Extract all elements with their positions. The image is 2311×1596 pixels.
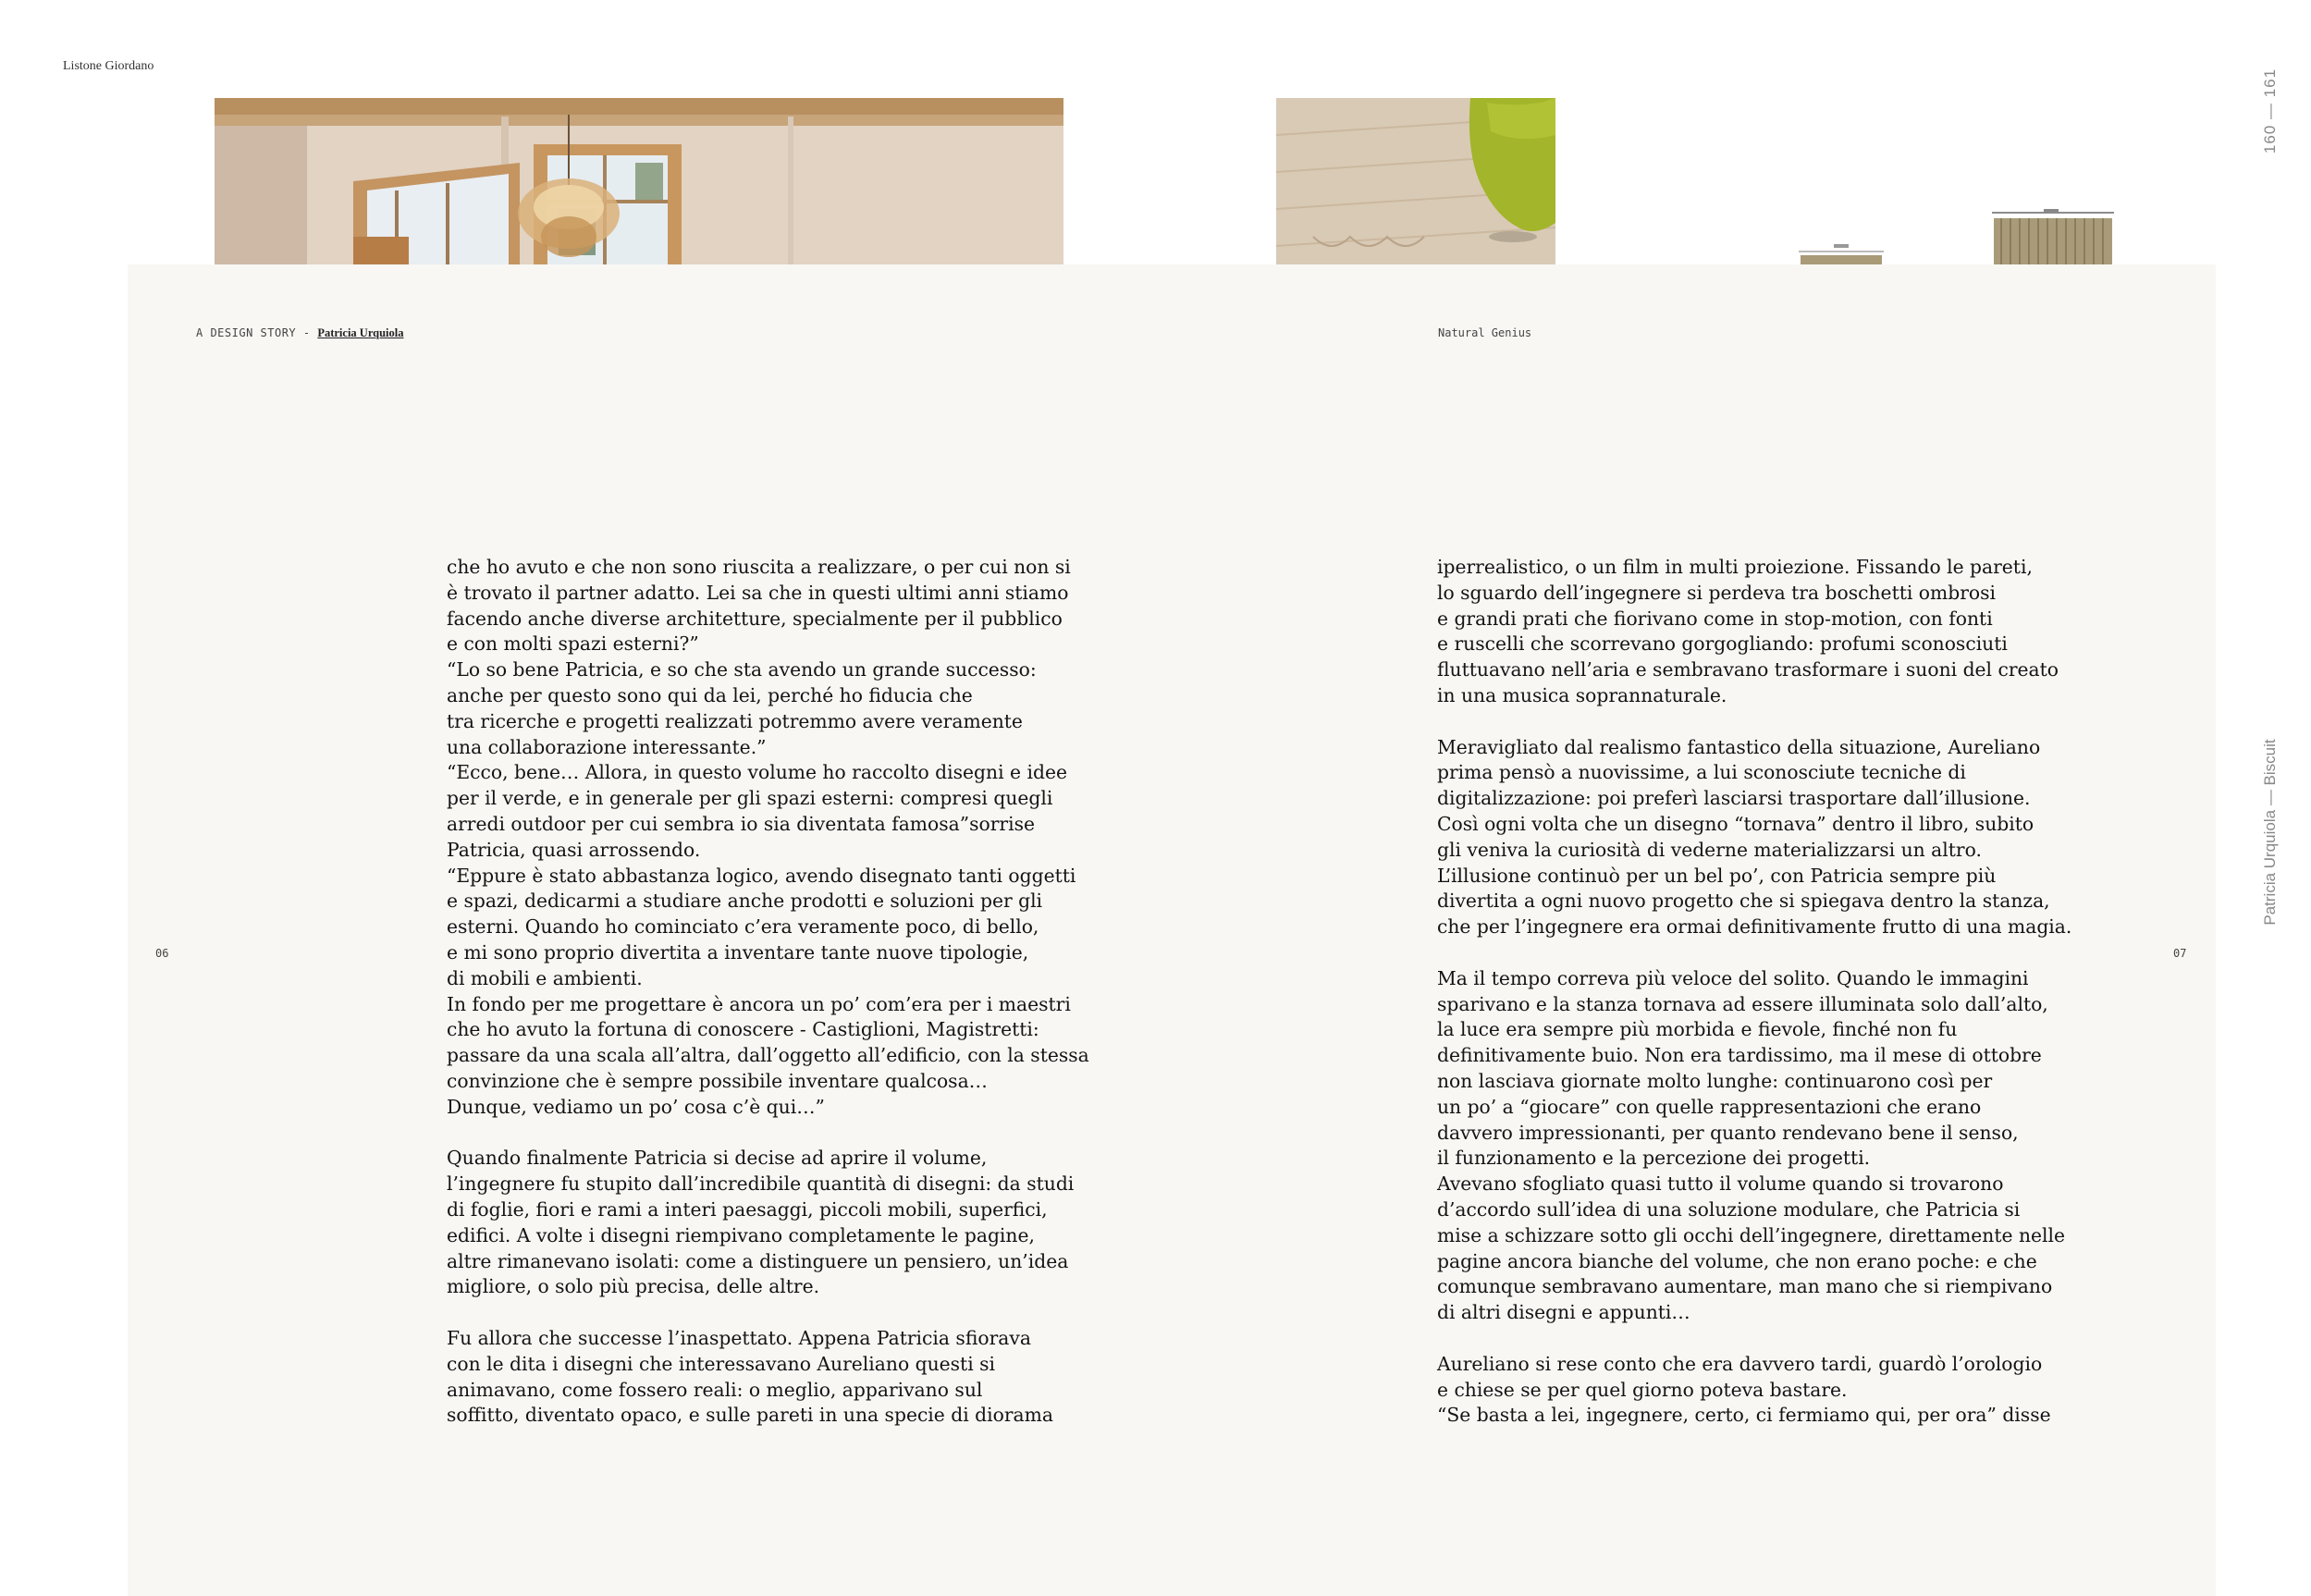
- floor-photo: [1276, 98, 1555, 264]
- text-line: fluttuavano nell’aria e sembravano trasformare i suoni del creato: [1437, 658, 2059, 681]
- text-line: Aureliano si rese conto che era davvero tardi, guardò l’orologio: [1437, 1352, 2043, 1375]
- text-line: edifici. A volte i disegni riempivano completamente le pagine,: [447, 1223, 1035, 1246]
- text-line: di altri disegni e appunti…: [1437, 1301, 1690, 1324]
- text-line: divertita a ogni nuovo progetto che si spiegava dentro la stanza,: [1437, 890, 2050, 913]
- text-line: una collaborazione interessante.”: [447, 735, 767, 758]
- text-line: tra ricerche e progetti realizzati potremmo avere veramente: [447, 709, 1023, 732]
- text-line: altre rimanevano isolati: come a distinguere un pensiero, un’idea: [447, 1249, 1069, 1272]
- text-line: è trovato il partner adatto. Lei sa che in questi ultimi anni stiamo: [447, 581, 1069, 604]
- interior-photo: [215, 98, 1063, 264]
- text-line: “Lo so bene Patricia, e so che sta avendo un grande successo:: [447, 658, 1037, 681]
- sketch-large-drawing: [1988, 209, 2118, 264]
- text-line: la luce era sempre più morbida e fievole, finché non fu: [1437, 1018, 1958, 1041]
- text-line: e mi sono proprio divertita a inventare tante nuove tipologie,: [447, 940, 1029, 964]
- text-line: [447, 1121, 1076, 1147]
- text-line: d’accordo sull’idea di una soluzione modulare, che Patricia si: [1437, 1197, 2021, 1221]
- text-line: prima pensò a nuovissime, a lui sconosciute tecniche di: [1437, 761, 1966, 784]
- text-line: con le dita i disegni che interessavano Aureliano questi si: [447, 1352, 996, 1375]
- text-line: definitivamente buio. Non era tardissimo, ma il mese di ottobre: [1437, 1044, 2042, 1067]
- text-line: “Eppure è stato abbastanza logico, avendo disegnato tanti oggetti: [447, 864, 1076, 887]
- floor-photo-drawing: [1276, 98, 1555, 264]
- text-line: Fu allora che successe l’inaspettato. Appena Patricia sfiorava: [447, 1326, 1031, 1349]
- running-head-right: Natural Genius: [1438, 326, 1532, 339]
- text-line: Dunque, vediamo un po’ cosa c’è qui…”: [447, 1095, 825, 1118]
- text-line: [1437, 940, 2066, 966]
- page-number-right: 07: [2173, 947, 2187, 960]
- text-line: facendo anche diverse architetture, specialmente per il pubblico: [447, 607, 1063, 630]
- text-line: iperrealistico, o un film in multi proiezione. Fissando le pareti,: [1437, 556, 2033, 578]
- text-line: il funzionamento e la percezione dei progetti.: [1437, 1147, 1871, 1170]
- text-line: [447, 1300, 1076, 1326]
- page-range: 160 — 161: [2261, 68, 2279, 154]
- text-line: e spazi, dedicarmi a studiare anche prodotti e soluzioni per gli: [447, 890, 1043, 913]
- text-line: che ho avuto e che non sono riuscita a realizzare, o per cui non si: [447, 556, 1071, 578]
- text-line: animavano, come fossero reali: o meglio, apparivano sul: [447, 1378, 983, 1401]
- text-line: [1437, 1326, 2066, 1352]
- text-line: di mobili e ambienti.: [447, 966, 643, 989]
- text-line: in una musica soprannaturale.: [1437, 683, 1727, 706]
- text-line: lo sguardo dell’ingegnere si perdeva tra boschetti ombrosi: [1437, 581, 1997, 604]
- text-line: comunque sembravano aumentare, man mano che si riempivano: [1437, 1275, 2053, 1298]
- text-line: gli veniva la curiosità di vederne materializzarsi un altro.: [1437, 838, 1982, 861]
- text-line: “Se basta a lei, ingegnere, certo, ci fermiamo qui, per ora” disse: [1437, 1404, 2051, 1427]
- brand-name: Listone Giordano: [63, 59, 154, 73]
- running-head-author: Patricia Urquiola: [317, 326, 404, 339]
- text-line: Meravigliato dal realismo fantastico della situazione, Aureliano: [1437, 735, 2041, 758]
- text-line: Quando finalmente Patricia si decise ad aprire il volume,: [447, 1147, 988, 1170]
- running-head-left: [196, 326, 404, 340]
- sketch-small-drawing: [1797, 242, 1886, 264]
- text-line: [1437, 709, 2066, 735]
- text-line: digitalizzazione: poi preferì lasciarsi trasportare dall’illusione.: [1437, 787, 2031, 810]
- text-line: e chiese se per quel giorno poteva bastare.: [1437, 1378, 1848, 1401]
- text-line: per il verde, e in generale per gli spazi esterni: compresi quegli: [447, 787, 1053, 810]
- text-line: non lasciava giornate molto lunghe: continuarono così per: [1437, 1069, 1993, 1092]
- text-line: L’illusione continuò per un bel po’, con Patricia sempre più: [1437, 864, 1997, 887]
- interior-photo-drawing: [215, 98, 1063, 264]
- text-line: sparivano e la stanza tornava ad essere illuminata solo dall’alto,: [1437, 992, 2048, 1015]
- text-line: migliore, o solo più precisa, delle altre.: [447, 1275, 820, 1298]
- text-line: Avevano sfogliato quasi tutto il volume quando si trovarono: [1437, 1172, 2004, 1196]
- text-line: e ruscelli che scorrevano gorgogliando: profumi sconosciuti: [1437, 632, 2008, 656]
- page-number-left: 06: [155, 947, 169, 960]
- running-head-prefix: A DESIGN STORY -: [196, 326, 318, 339]
- text-line: davvero impressionanti, per quanto rendevano bene il senso,: [1437, 1121, 2019, 1144]
- text-line: esterni. Quando ho cominciato c’era veramente poco, di bello,: [447, 915, 1039, 939]
- text-line: Patricia, quasi arrossendo.: [447, 838, 701, 861]
- sketch-thumbnail-small: [1797, 242, 1886, 264]
- text-line: “Ecco, bene… Allora, in questo volume ho raccolto disegni e idee: [447, 761, 1067, 784]
- text-line: e grandi prati che fiorivano come in stop-motion, con fonti: [1437, 607, 1993, 630]
- text-line: In fondo per me progettare è ancora un po’ com’era per i maestri: [447, 992, 1071, 1015]
- text-line: di foglie, fiori e rami a interi paesaggi, piccoli mobili, superfici,: [447, 1197, 1048, 1221]
- body-text-left: [447, 555, 1089, 1429]
- text-line: e con molti spazi esterni?”: [447, 632, 699, 656]
- side-caption: Patricia Urquiola — Biscuit: [2261, 739, 2279, 926]
- text-line: convinzione che è sempre possibile inventare qualcosa…: [447, 1069, 988, 1092]
- text-line: pagine ancora bianche del volume, che non erano poche: e che: [1437, 1249, 2037, 1272]
- text-line: un po’ a “giocare” con quelle rappresentazioni che erano: [1437, 1095, 1982, 1118]
- text-line: arredi outdoor per cui sembra io sia diventata famosa”sorrise: [447, 812, 1036, 835]
- text-line: soffitto, diventato opaco, e sulle pareti in una specie di diorama: [447, 1404, 1053, 1427]
- text-line: Ma il tempo correva più veloce del solito. Quando le immagini: [1437, 966, 2029, 989]
- text-line: l’ingegnere fu stupito dall’incredibile quantità di disegni: da studi: [447, 1172, 1075, 1196]
- body-text-right: [1437, 555, 2072, 1429]
- text-line: passare da una scala all’altra, dall’oggetto all’edificio, con la stessa: [447, 1044, 1089, 1067]
- text-line: Così ogni volta che un disegno “tornava” dentro il libro, subito: [1437, 812, 2034, 835]
- text-line: mise a schizzare sotto gli occhi dell’ingegnere, direttamente nelle: [1437, 1223, 2066, 1246]
- text-line: anche per questo sono qui da lei, perché ho fiducia che: [447, 683, 973, 706]
- text-line: che per l’ingegnere era ormai definitivamente frutto di una magia.: [1437, 915, 2072, 939]
- text-line: che ho avuto la fortuna di conoscere - Castiglioni, Magistretti:: [447, 1018, 1039, 1041]
- sketch-thumbnail-large: [1988, 209, 2118, 264]
